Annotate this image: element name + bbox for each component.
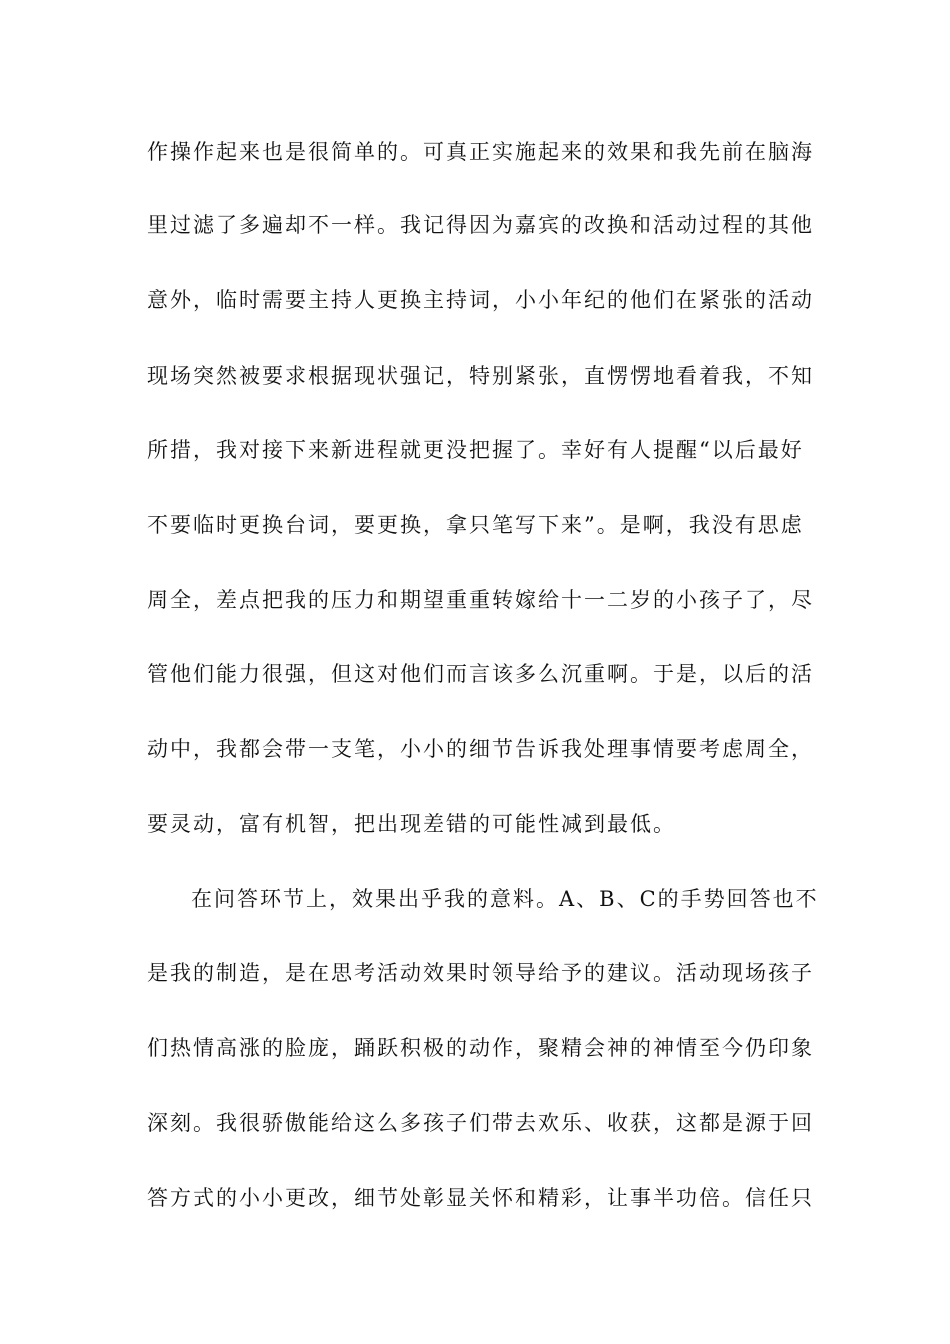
paragraph-2-line: 们热情高涨的脸庞，踊跃积极的动作，聚精会神的神情至今仍印象 [147,1036,814,1060]
paragraph-1-line: 作操作起来也是很简单的。可真正实施起来的效果和我先前在脑海 [147,140,814,164]
paragraph-1-line: 里过滤了多遍却不一样。我记得因为嘉宾的改换和活动过程的其他 [147,213,814,237]
paragraph-1-line: 管他们能力很强，但这对他们而言该多么沉重啊。于是，以后的活 [147,662,814,686]
paragraph-2-line: 在问答环节上，效果出乎我的意料。A、B、C的手势回答也不 [191,887,819,911]
paragraph-1-line: 所措，我对接下来新进程就更没把握了。幸好有人提醒“以后最好 [147,438,804,462]
paragraph-1-line: 动中，我都会带一支笔，小小的细节告诉我处理事情要考虑周全， [147,737,814,761]
paragraph-2-line: 深刻。我很骄傲能给这么多孩子们带去欢乐、收获，这都是源于回 [147,1111,814,1135]
paragraph-1-line: 意外，临时需要主持人更换主持词，小小年纪的他们在紧张的活动 [147,288,814,312]
paragraph-2-line: 是我的制造，是在思考活动效果时领导给予的建议。活动现场孩子 [147,961,814,985]
paragraph-1-line: 周全，差点把我的压力和期望重重转嫁给十一二岁的小孩子了，尽 [147,588,814,612]
paragraph-2-line: 答方式的小小更改，细节处彰显关怀和精彩，让事半功倍。信任只 [147,1186,814,1210]
paragraph-1-line: 不要临时更换台词，要更换，拿只笔写下来”。是啊，我没有思虑 [147,513,804,537]
paragraph-1-line: 要灵动，富有机智，把出现差错的可能性减到最低。 [147,812,676,836]
paragraph-1-line: 现场突然被要求根据现状强记，特别紧张，直愣愣地看着我，不知 [147,364,814,388]
